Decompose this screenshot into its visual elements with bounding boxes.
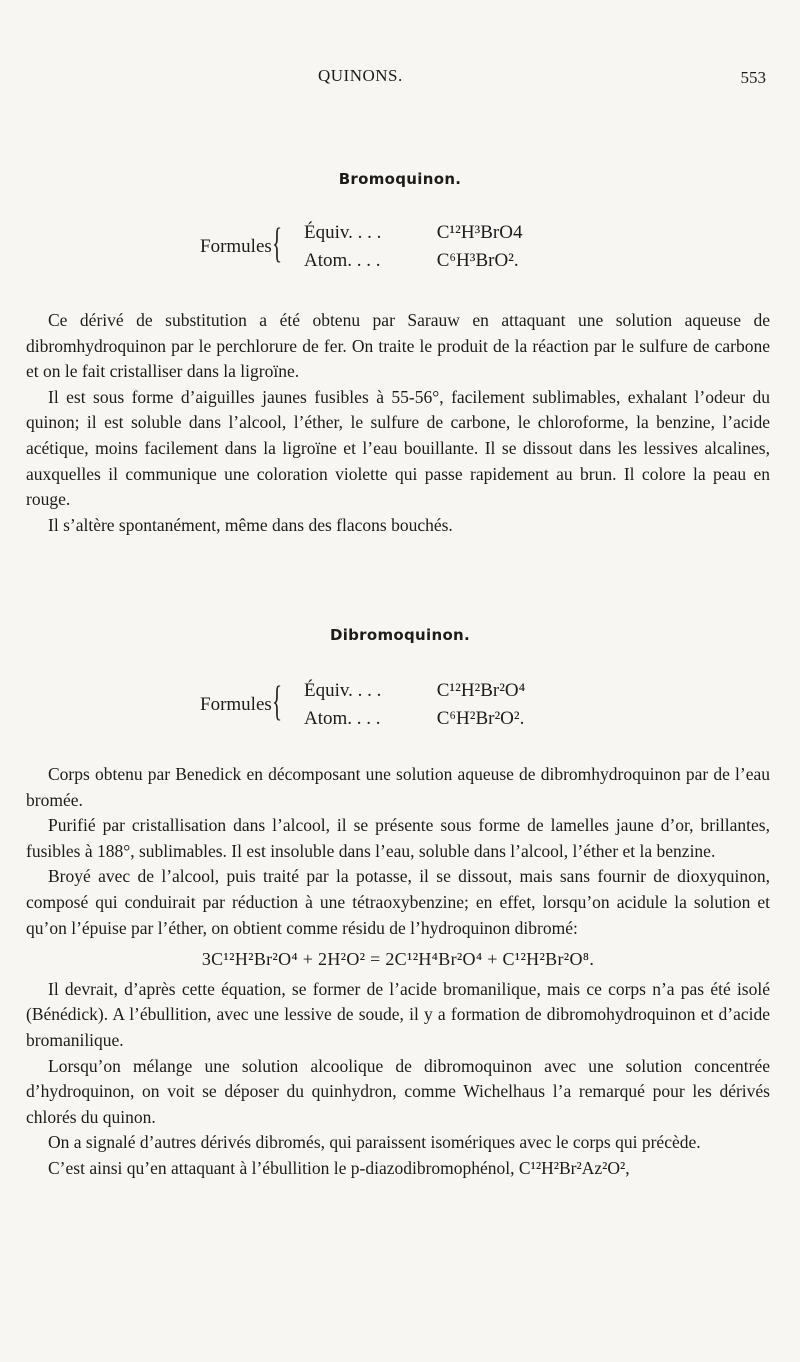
formula-label: Formules — [200, 694, 272, 715]
formula-value: C⁶H³BrO². — [436, 250, 519, 271]
formula-row-atom — [304, 250, 519, 272]
paragraph: Il est sous forme d’aiguilles jaunes fusibles à 55-56°, facilement sublimables, exhalant l’odeur du quinon; il est soluble dans l’alcool, l’éther, le sulfure de carbone, le chloroforme, la benzine, l’acide acétique, moins facilement dans la ligroïne et l’eau bouillante. Il se dissout dans les lessives alcalines, auxquelles il communique une coloration violette qui passe rapidement au brun. Il colore la peau en rouge. — [26, 386, 770, 510]
formula-kind: Équiv. . . . — [304, 680, 382, 701]
formula-block-bromoquinon — [200, 222, 720, 278]
brace-symbol: { — [272, 679, 283, 725]
formula-row-atom — [304, 708, 524, 730]
running-head-title: QUINONS. — [318, 66, 403, 85]
formula-value: C¹²H³BrO4 — [436, 222, 523, 243]
paragraph: Lorsqu’on mélange une solution alcoolique de dibromoquinon avec une solution concentrée d’hydroquinon, on voit se déposer du quinhydron, comme Wichelhaus l’a remarqué pour les dérivés chlorés du quinon. — [26, 1055, 770, 1127]
paragraph: Il s’altère spontanément, même dans des flacons bouchés. — [48, 514, 453, 535]
paragraph: Purifié par cristallisation dans l’alcool, il se présente sous forme de lamelles jaune d’or, brillantes, fusibles à 188°, sublimables. Il est insoluble dans l’eau, soluble dans l’alcool, l’éther et la benzine. — [26, 815, 770, 861]
section-title-bromoquinon: Bromoquinon. — [338, 170, 462, 188]
formula-label: Formules — [200, 236, 272, 257]
paragraph: Il devrait, d’après cette équation, se former de l’acide bromanilique, mais ce corps n’a pas été isolé (Bénédick). A l’ébullition, avec une lessive de soude, il y a formation de dibromohydroquinon et d’acide bromanilique. — [26, 978, 770, 1050]
page-number: 553 — [740, 68, 766, 87]
chemical-equation: 3C¹²H²Br²O⁴ + 2H²O² = 2C¹²H⁴Br²O⁴ + C¹²H²Br²O⁸. — [201, 949, 595, 970]
formula-kind: Atom. . . . — [304, 708, 381, 729]
formula-row-equiv — [304, 680, 525, 702]
formula-kind: Atom. . . . — [304, 250, 381, 271]
formula-block-dibromoquinon — [200, 680, 720, 736]
section1-body — [26, 308, 770, 538]
formula-row-equiv — [304, 222, 522, 244]
paragraph: Ce dérivé de substitution a été obtenu par Sarauw en attaquant une solution aqueuse de dibromhydroquinon par le perchlorure de fer. On traite le produit de la réaction par le sulfure de carbone et on le fait cristalliser dans la ligroïne. — [26, 310, 770, 382]
section2-body — [26, 762, 770, 1182]
paragraph: C’est ainsi qu’en attaquant à l’ébullition le p-diazodibromophénol, C¹²H²Br²Az²O², — [48, 1157, 630, 1178]
brace-symbol: { — [272, 221, 283, 267]
running-head — [0, 66, 800, 96]
paragraph: Corps obtenu par Benedick en décomposant une solution aqueuse de dibromhydroquinon par de l’eau bromée. — [26, 764, 770, 810]
formula-value: C⁶H²Br²O². — [436, 708, 525, 729]
paragraph: On a signalé d’autres dérivés dibromés, qui paraissent isomériques avec le corps qui précède. — [48, 1132, 701, 1153]
formula-value: C¹²H²Br²O⁴ — [436, 680, 526, 701]
formula-kind: Équiv. . . . — [304, 222, 382, 243]
paragraph: Broyé avec de l’alcool, puis traité par la potasse, il se dissout, mais sans fournir de dioxyquinon, composé qui conduirait par réduction à une tétraoxybenzine; en effet, lorsqu’on acidule la solution et qu’on l’épuise par l’éther, on obtient comme résidu de l’hydroquinon dibromé: — [26, 866, 770, 938]
section-title-dibromoquinon: Dibromoquinon. — [329, 626, 471, 644]
